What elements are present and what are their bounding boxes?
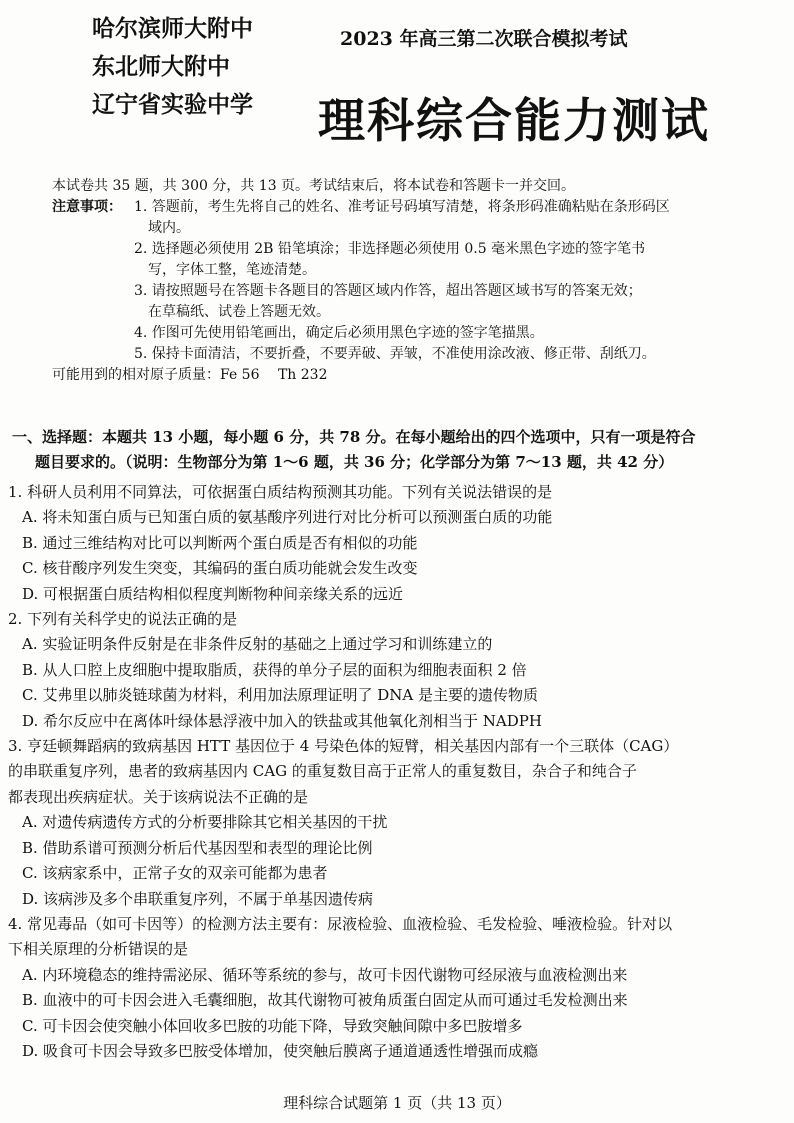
question-3 (8, 734, 792, 912)
question-stem-cont: 的串联重复序列，患者的致病基因内 CAG 的重复数目高于正常人的重复数目，杂合子和纯合子 (8, 762, 637, 781)
option-b: B. 借助系谱可预测分析后代基因型和表型的理论比例 (22, 838, 373, 857)
question-stem-cont: 下相关原理的分析错误的是 (8, 940, 189, 959)
school-name: 哈尔滨师大附中 (92, 16, 253, 42)
option-a: A. 对遗传病遗传方式的分析要排除其它相关基因的干扰 (22, 813, 388, 832)
option-d: D. 该病涉及多个串联重复序列，不属于单基因遗传病 (22, 889, 374, 908)
question-1 (8, 480, 792, 607)
intro-text: 本试卷共 35 题，共 300 分，共 13 页。考试结束后，将本试卷和答题卡一并交回。 (52, 178, 576, 194)
notice-item-cont: 域内。 (148, 220, 190, 236)
option-a: A. 内环境稳态的维持需泌尿、循环等系统的参与，故可卡因代谢物可经尿液与血液检测出来 (22, 965, 628, 984)
question-4 (8, 912, 792, 1064)
option-d: D. 希尔反应中在离体叶绿体悬浮液中加入的铁盐或其他氧化剂相当于 NADPH (22, 711, 542, 730)
notice-item-cont: 在草稿纸、试卷上答题无效。 (148, 304, 330, 320)
notice-block (52, 197, 792, 365)
section-heading-line: 题目要求的。（说明：生物部分为第 1～6 题，共 36 分；化学部分为第 7～13 题，共 42 分） (35, 453, 674, 471)
main-title: 理科综合能力测试 (318, 94, 710, 149)
page-footer: 理科综合试题第 1 页（共 13 页） (283, 1094, 511, 1112)
option-b: B. 从人口腔上皮细胞中提取脂质，获得的单分子层的面积为细胞表面积 2 倍 (22, 660, 527, 679)
option-c: C. 该病家系中，正常子女的双亲可能都为患者 (22, 864, 328, 883)
question-stem-cont: 都表现出疾病症状。关于该病说法不正确的是 (8, 787, 309, 806)
question-2 (8, 607, 792, 734)
notice-item: 3. 请按照题号在答题卡各题目的答题区域内作答，超出答题区域书写的答案无效； (134, 283, 642, 299)
option-b: B. 通过三维结构对比可以判断两个蛋白质是否有相似的功能 (22, 533, 418, 552)
exam-title: 2023 年高三第二次联合模拟考试 (340, 28, 628, 50)
section-heading (12, 425, 792, 475)
question-stem: 3. 亨廷顿舞蹈病的致病基因 HTT 基因位于 4 号染色体的短臂，相关基因内部有一个三联体（CAG） (8, 737, 679, 756)
option-b: B. 血液中的可卡因会进入毛囊细胞，故其代谢物可被角质蛋白固定从而可通过毛发检测出来 (22, 991, 628, 1010)
notice-item: 2. 选择题必须使用 2B 铅笔填涂；非选择题必须使用 0.5 毫米黑色字迹的签字笔书 (134, 241, 646, 257)
option-a: A. 将未知蛋白质与已知蛋白质的氨基酸序列进行对比分析可以预测蛋白质的功能 (22, 508, 553, 527)
notice-item-cont: 写，字体工整，笔迹清楚。 (148, 262, 316, 278)
instructions (52, 176, 792, 386)
question-stem: 2. 下列有关科学史的说法正确的是 (8, 610, 238, 629)
notice-list (134, 197, 792, 365)
section-heading-line: 一、选择题：本题共 13 小题，每小题 6 分，共 78 分。在每小题给出的四个选项中，只有一项是符合 (12, 428, 696, 446)
atomic-mass-note: 可能用到的相对原子质量：Fe 56 Th 232 (52, 367, 328, 383)
option-d: D. 吸食可卡因会导致多巴胺受体增加，使突触后膜离子通道通透性增强而成瘾 (22, 1041, 539, 1060)
option-c: C. 核苷酸序列发生突变，其编码的蛋白质功能就会发生改变 (22, 559, 418, 578)
school-names (92, 10, 302, 124)
notice-label: 注意事项： (52, 199, 122, 215)
question-list (8, 480, 792, 1064)
option-a: A. 实验证明条件反射是在非条件反射的基础之上通过学习和训练建立的 (22, 635, 493, 654)
school-name: 辽宁省实验中学 (92, 92, 253, 118)
option-d: D. 可根据蛋白质结构相似程度判断物种间亲缘关系的远近 (22, 584, 404, 603)
option-c: C. 艾弗里以肺炎链球菌为材料，利用加法原理证明了 DNA 是主要的遗传物质 (22, 686, 539, 705)
school-name: 东北师大附中 (92, 54, 230, 80)
question-stem: 4. 常见毒品（如可卡因等）的检测方法主要有：尿液检验、血液检验、毛发检验、唾液检验。针对以 (8, 914, 673, 933)
notice-item: 4. 作图可先使用铅笔画出，确定后必须用黑色字迹的签字笔描黑。 (134, 325, 544, 341)
question-stem: 1. 科研人员利用不同算法，可依据蛋白质结构预测其功能。下列有关说法错误的是 (8, 483, 553, 501)
option-c: C. 可卡因会使突触小体回收多巴胺的功能下降，导致突触间隙中多巴胺增多 (22, 1016, 523, 1035)
notice-item: 5. 保持卡面清洁，不要折叠，不要弄破、弄皱，不准使用涂改液、修正带、刮纸刀。 (134, 346, 656, 362)
notice-item: 1. 答题前，考生先将自己的姓名、准考证号码填写清楚，将条形码准确粘贴在条形码区 (134, 199, 670, 215)
